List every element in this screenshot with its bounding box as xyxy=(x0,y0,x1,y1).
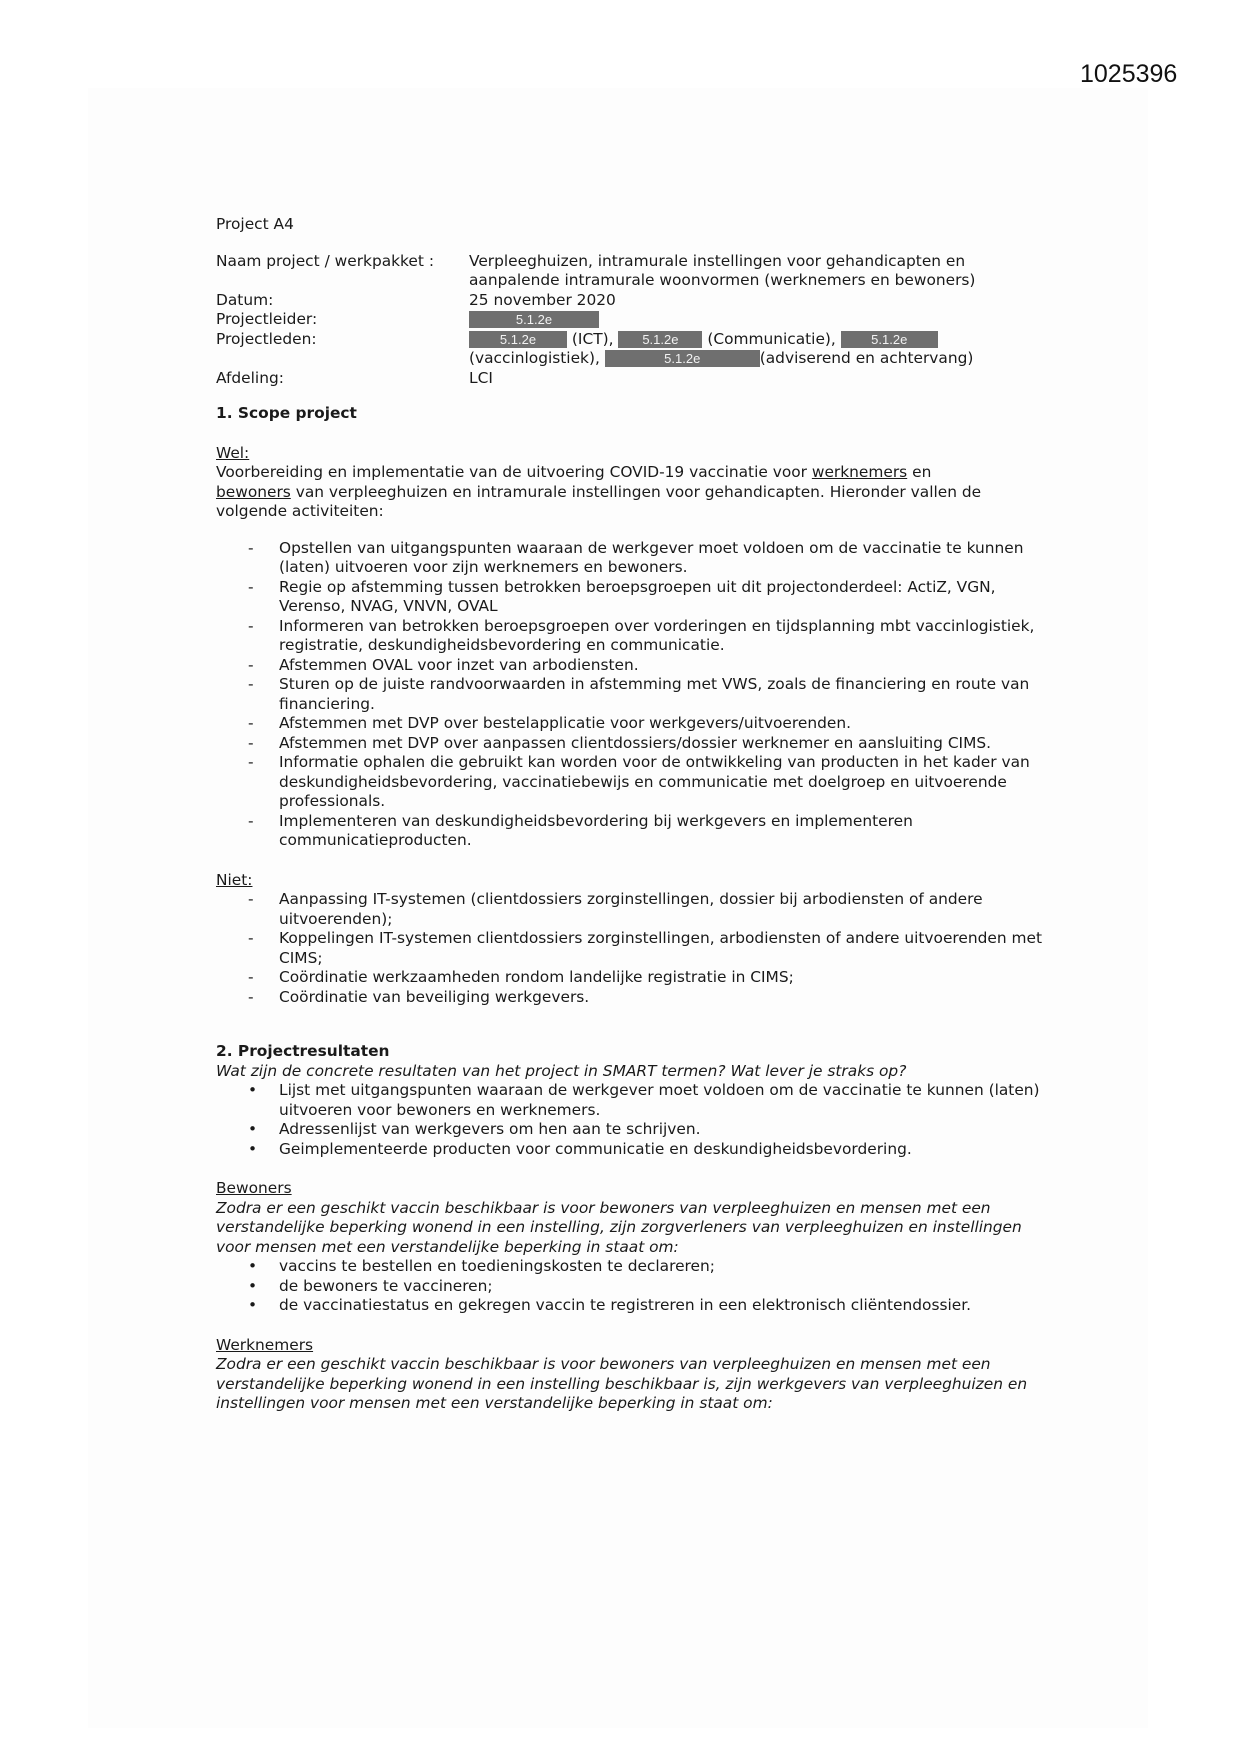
results-list xyxy=(216,1081,1046,1159)
list-item: - Coördinatie van beveiliging werkgevers. xyxy=(216,988,1046,1008)
werknemers-label: Werknemers xyxy=(216,1335,314,1354)
afdeling-value: LCI xyxy=(469,368,493,387)
list-item: - Afstemmen met DVP over aanpassen clientdossiers/dossier werknemer en aansluiting CIMS. xyxy=(216,734,1046,754)
list-item: • vaccins te bestellen en toedieningskosten te declareren; xyxy=(216,1257,1046,1277)
naam-label: Naam project / werkpakket : xyxy=(216,251,435,270)
datum-value: 25 november 2020 xyxy=(469,290,616,309)
projectleden-role: (adviserend en achtervang) xyxy=(759,349,974,367)
redaction-box: 5.1.2e xyxy=(605,350,760,367)
bewoners-text: Zodra er een geschikt vaccin beschikbaar is voor bewoners van verpleeghuizen en mensen met een verstandelijke beperking wonend in een instelling, zijn zorgverleners van verpleeghuizen en instellingen voor mensen met een verstandelijke beperking in staat om: xyxy=(216,1198,1022,1256)
bewoners-list xyxy=(216,1257,1046,1316)
bewoners-label: Bewoners xyxy=(216,1179,292,1197)
list-item: - Informeren van betrokken beroepsgroepen over vorderingen en tijdsplanning mbt vaccinlogistiek, registratie, deskundigheidsbevordering en communicatie. xyxy=(216,617,1046,656)
wel-intro-text: van verpleeghuizen en intramurale instellingen voor gehandicapten. Hieronder vallen de volgende activiteiten: xyxy=(216,482,982,520)
list-item: - Aanpassing IT-systemen (clientdossiers zorginstellingen, dossier bij arbodiensten of andere uitvoerenden); xyxy=(216,890,1046,929)
wel-intro-text: Voorbereiding en implementatie van de uitvoering COVID-19 vaccinatie voor xyxy=(216,463,812,481)
list-item: - Koppelingen IT-systemen clientdossiers zorginstellingen, arbodiensten of andere uitvoerenden met CIMS; xyxy=(216,929,1046,968)
projectleden-value xyxy=(469,330,1046,369)
list-item: - Afstemmen met DVP over bestelapplicatie voor werkgevers/uitvoerenden. xyxy=(216,714,1046,734)
list-item: • de vaccinatiestatus en gekregen vaccin te registreren in een elektronisch cliëntendossier. xyxy=(216,1296,1046,1316)
wel-intro-bewoners: bewoners xyxy=(216,482,291,501)
list-item: • de bewoners te vaccineren; xyxy=(216,1277,1046,1297)
list-item: - Informatie ophalen die gebruikt kan worden voor de ontwikkeling van producten in het kader van deskundigheidsbevordering, vaccinatiebewijs en communicatie met doelgroep en uitvoerende professionals. xyxy=(216,753,1046,812)
list-item: - Regie op afstemming tussen betrokken beroepsgroepen uit dit projectonderdeel: ActiZ, VGN, Verenso, NVAG, VNVN, OVAL xyxy=(216,578,1046,617)
list-item: - Opstellen van uitgangspunten waaraan de werkgever moet voldoen om de vaccinatie te kunnen (laten) uitvoeren voor zijn werknemers en bewoners. xyxy=(216,539,1046,578)
projectleden-label: Projectleden: xyxy=(216,329,317,348)
section-2-heading: 2. Projectresultaten xyxy=(216,1042,390,1060)
list-item: - Sturen op de juiste randvoorwaarden in afstemming met VWS, zoals de financiering en route van financiering. xyxy=(216,675,1046,714)
list-item: • Adressenlijst van werkgevers om hen aan te schrijven. xyxy=(216,1120,1046,1140)
projectleider-value xyxy=(469,310,1046,330)
section-1-heading: 1. Scope project xyxy=(216,404,357,422)
redaction-box: 5.1.2e xyxy=(469,311,599,328)
list-item: - Coördinatie werkzaamheden rondom landelijke registratie in CIMS; xyxy=(216,968,1046,988)
projectleden-role: (Communicatie), xyxy=(707,329,836,348)
datum-label: Datum: xyxy=(216,290,274,309)
section-2-question: Wat zijn de concrete resultaten van het project in SMART termen? Wat lever je straks op? xyxy=(216,1061,907,1080)
wel-intro-werknemers: werknemers xyxy=(811,463,908,481)
list-item: - Implementeren van deskundigheidsbevordering bij werkgevers en implementeren communicatieproducten. xyxy=(216,812,1046,851)
project-meta xyxy=(216,252,1046,389)
redaction-box: 5.1.2e xyxy=(469,331,567,348)
niet-list xyxy=(216,890,1046,1007)
document-body xyxy=(216,215,1046,1414)
projectleden-role: (vaccinlogistiek), xyxy=(469,349,600,367)
project-code: Project A4 xyxy=(216,215,294,233)
document-id: 1025396 xyxy=(1080,60,1178,88)
list-item: - Afstemmen OVAL voor inzet van arbodiensten. xyxy=(216,656,1046,676)
redaction-box: 5.1.2e xyxy=(618,331,702,348)
projectleden-role: (ICT), xyxy=(571,329,614,348)
niet-label: Niet: xyxy=(216,870,253,889)
afdeling-label: Afdeling: xyxy=(216,368,284,387)
list-item: • Lijst met uitgangspunten waaraan de werkgever moet voldoen om de vaccinatie te kunnen (laten) uitvoeren voor bewoners en werknemers. xyxy=(216,1081,1046,1120)
wel-label: Wel: xyxy=(216,443,250,462)
wel-intro-text: en xyxy=(907,463,932,481)
wel-intro xyxy=(216,463,1046,522)
projectleider-label: Projectleider: xyxy=(216,310,318,328)
wel-list xyxy=(216,539,1046,851)
werknemers-text: Zodra er een geschikt vaccin beschikbaar is voor bewoners van verpleeghuizen en mensen met een verstandelijke beperking wonend in een instelling beschikbaar is, zijn werkgevers van verpleeghuizen en instellingen voor mensen met een verstandelijke beperking in staat om: xyxy=(216,1355,1028,1412)
naam-value: Verpleeghuizen, intramurale instellingen voor gehandicapten en aanpalende intramurale woonvormen (werknemers en bewoners) xyxy=(469,251,976,289)
redaction-box: 5.1.2e xyxy=(841,331,938,348)
list-item: • Geimplementeerde producten voor communicatie en deskundigheidsbevordering. xyxy=(216,1140,1046,1160)
